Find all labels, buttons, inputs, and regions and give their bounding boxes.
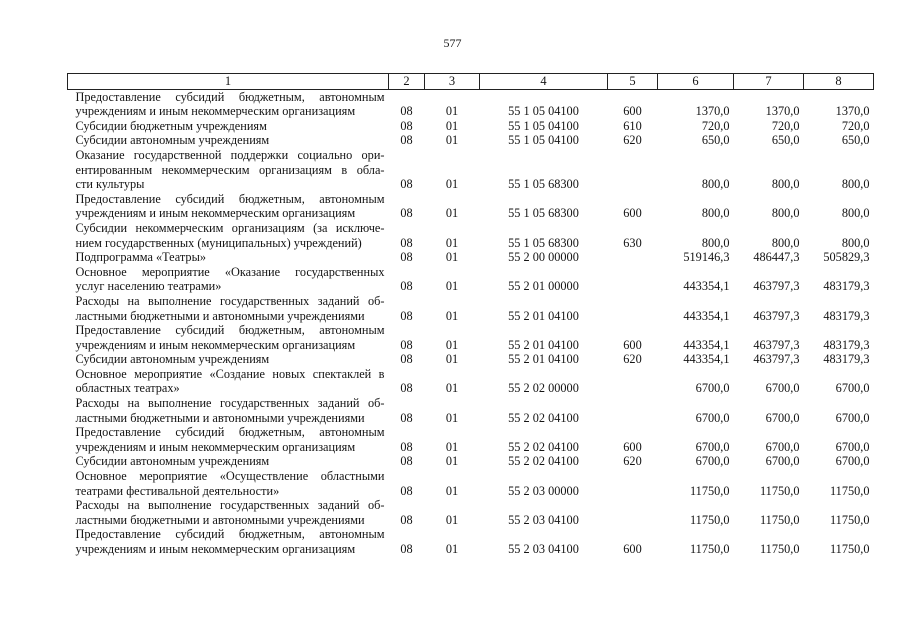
expense-type-code: 620 xyxy=(623,352,642,367)
row-name-line: учреждениям и иным некоммерческим организациям xyxy=(75,439,356,454)
row-name-line: Подпрограмма «Театры» xyxy=(75,250,206,265)
expense-type-code: 600 xyxy=(623,337,642,352)
section-code: 08 xyxy=(400,542,413,556)
row-name xyxy=(68,265,389,294)
amount-year-2: 463797,3 xyxy=(753,279,800,294)
row-name-line: нием государственных (муниципальных) учреждений) xyxy=(75,235,362,250)
row-name-line: Субсидии некоммерческим организациям (за исключе- xyxy=(75,220,385,235)
subsection-code: 01 xyxy=(445,133,459,148)
amount-year-2: 463797,3 xyxy=(753,308,800,323)
amount-year-3: 6700,0 xyxy=(835,410,870,425)
row-name xyxy=(68,323,389,352)
row-name-line: ластными бюджетными и автономными учреждениями xyxy=(75,308,365,323)
amount-year-1: 443354,1 xyxy=(683,308,730,323)
row-name-line: учреждениям и иным некоммерческим организациям xyxy=(75,104,356,119)
row-name xyxy=(68,221,389,250)
subsection-code: 01 xyxy=(445,337,459,352)
row-name-line: Субсидии автономным учреждениям xyxy=(75,352,270,367)
target-article-code: 55 2 02 00000 xyxy=(508,381,579,396)
target-article-code: 55 1 05 68300 xyxy=(508,177,579,192)
section-code: 08 xyxy=(400,177,413,192)
table-row xyxy=(68,89,874,119)
amount-year-1: 800,0 xyxy=(701,235,730,250)
amount-year-3: 6700,0 xyxy=(835,439,870,454)
table-row xyxy=(68,454,874,469)
target-article-code: 55 2 02 04100 xyxy=(508,454,579,469)
row-name-line: Предоставление субсидий бюджетным, автономным xyxy=(75,527,385,542)
amount-year-3: 483179,3 xyxy=(823,279,870,294)
table-row xyxy=(68,148,874,192)
subsection-code: 01 xyxy=(445,279,459,294)
row-name-line: сти культуры xyxy=(75,177,145,192)
table-row xyxy=(68,221,874,250)
section-code: 08 xyxy=(400,410,413,425)
table-body xyxy=(68,89,874,557)
row-name-line: ентированным некоммерческим организациям в обла- xyxy=(75,162,385,177)
amount-year-2: 650,0 xyxy=(771,133,800,148)
row-name-line: Предоставление субсидий бюджетным, автономным xyxy=(75,323,385,338)
table-row xyxy=(68,352,874,367)
section-code: 08 xyxy=(400,104,413,119)
subsection-code: 01 xyxy=(445,454,459,469)
row-name-line: Расходы на выполнение государственных заданий об- xyxy=(75,498,385,513)
header-col-1: 1 xyxy=(68,74,389,90)
amount-year-3: 483179,3 xyxy=(823,308,870,323)
table-row xyxy=(68,469,874,498)
row-name xyxy=(68,425,389,454)
target-article-code: 55 1 05 04100 xyxy=(508,118,579,133)
amount-year-2: 11750,0 xyxy=(759,483,800,498)
target-article-code: 55 2 00 00000 xyxy=(508,250,579,265)
row-name xyxy=(68,454,389,469)
table-row xyxy=(68,367,874,396)
section-code: 08 xyxy=(400,337,413,352)
expense-type-code: 600 xyxy=(623,439,642,454)
target-article-code: 55 1 05 68300 xyxy=(508,235,579,250)
subsection-code: 01 xyxy=(445,542,459,556)
subsection-code: 01 xyxy=(445,410,459,425)
amount-year-1: 11750,0 xyxy=(689,483,730,498)
amount-year-2: 720,0 xyxy=(771,118,800,133)
amount-year-2: 486447,3 xyxy=(753,250,800,265)
subsection-code: 01 xyxy=(445,250,459,265)
row-name-line: Основное мероприятие «Осуществление областными xyxy=(75,469,385,484)
subsection-code: 01 xyxy=(445,439,459,454)
amount-year-2: 1370,0 xyxy=(765,104,800,119)
amount-year-3: 6700,0 xyxy=(835,381,870,396)
row-name-line: ластными бюджетными и автономными учреждениями xyxy=(75,512,365,527)
expense-type-code: 620 xyxy=(623,454,642,469)
row-name xyxy=(68,396,389,425)
amount-year-1: 443354,1 xyxy=(683,279,730,294)
header-col-5: 5 xyxy=(608,74,658,90)
amount-year-1: 1370,0 xyxy=(695,104,730,119)
table-row xyxy=(68,498,874,527)
table-row xyxy=(68,527,874,556)
table-row xyxy=(68,323,874,352)
amount-year-3: 11750,0 xyxy=(829,512,870,527)
amount-year-2: 11750,0 xyxy=(759,542,800,556)
row-name xyxy=(68,498,389,527)
section-code: 08 xyxy=(400,118,413,133)
amount-year-3: 650,0 xyxy=(841,133,870,148)
section-code: 08 xyxy=(400,133,413,148)
header-col-3: 3 xyxy=(425,74,480,90)
subsection-code: 01 xyxy=(445,308,459,323)
header-col-6: 6 xyxy=(658,74,734,90)
amount-year-3: 800,0 xyxy=(841,235,870,250)
section-code: 08 xyxy=(400,439,413,454)
row-name-line: Субсидии автономным учреждениям xyxy=(75,133,270,148)
target-article-code: 55 2 02 04100 xyxy=(508,410,579,425)
row-name-line: театрами фестивальной деятельности» xyxy=(75,483,280,498)
amount-year-2: 800,0 xyxy=(771,206,800,221)
section-code: 08 xyxy=(400,250,413,265)
row-name-line: Расходы на выполнение государственных заданий об- xyxy=(75,293,385,308)
section-code: 08 xyxy=(400,206,413,221)
table-row xyxy=(68,192,874,221)
amount-year-1: 11750,0 xyxy=(689,512,730,527)
row-name-line: Основное мероприятие «Создание новых спектаклей в xyxy=(75,366,385,381)
subsection-code: 01 xyxy=(445,483,459,498)
expense-type-code: 630 xyxy=(623,235,642,250)
amount-year-2: 6700,0 xyxy=(765,454,800,469)
amount-year-1: 6700,0 xyxy=(695,454,730,469)
amount-year-1: 443354,1 xyxy=(683,337,730,352)
row-name-line: учреждениям и иным некоммерческим организациям xyxy=(75,337,356,352)
amount-year-3: 800,0 xyxy=(841,177,870,192)
table-row xyxy=(68,133,874,148)
table-row xyxy=(68,425,874,454)
expense-type-code: 620 xyxy=(623,133,642,148)
target-article-code: 55 2 01 00000 xyxy=(508,279,579,294)
section-code: 08 xyxy=(400,454,413,469)
section-code: 08 xyxy=(400,235,413,250)
target-article-code: 55 2 03 04100 xyxy=(508,512,579,527)
row-name xyxy=(68,294,389,323)
target-article-code: 55 1 05 04100 xyxy=(508,104,579,119)
row-name-line: учреждениям и иным некоммерческим организациям xyxy=(75,206,356,221)
subsection-code: 01 xyxy=(445,206,459,221)
expense-type-code xyxy=(608,396,658,425)
amount-year-3: 483179,3 xyxy=(823,337,870,352)
table-row xyxy=(68,250,874,265)
table-row xyxy=(68,396,874,425)
amount-year-2: 11750,0 xyxy=(759,512,800,527)
amount-year-1: 6700,0 xyxy=(695,381,730,396)
amount-year-1: 519146,3 xyxy=(683,250,730,265)
amount-year-1: 443354,1 xyxy=(683,352,730,367)
amount-year-3: 11750,0 xyxy=(829,483,870,498)
subsection-code: 01 xyxy=(445,104,459,119)
row-name-line: Субсидии автономным учреждениям xyxy=(75,454,270,469)
row-name xyxy=(68,352,389,367)
row-name-line: Предоставление субсидий бюджетным, автономным xyxy=(75,425,385,440)
target-article-code: 55 1 05 68300 xyxy=(508,206,579,221)
subsection-code: 01 xyxy=(445,235,459,250)
expense-type-code: 600 xyxy=(623,542,642,556)
section-code: 08 xyxy=(400,512,413,527)
amount-year-1: 800,0 xyxy=(701,177,730,192)
amount-year-3: 720,0 xyxy=(841,118,870,133)
expense-type-code xyxy=(608,498,658,527)
subsection-code: 01 xyxy=(445,118,459,133)
expense-type-code xyxy=(608,367,658,396)
amount-year-2: 463797,3 xyxy=(753,337,800,352)
row-name xyxy=(68,133,389,148)
row-name-line: Предоставление субсидий бюджетным, автономным xyxy=(75,89,385,104)
header-col-4: 4 xyxy=(480,74,608,90)
amount-year-3: 505829,3 xyxy=(823,250,870,265)
amount-year-2: 800,0 xyxy=(771,177,800,192)
row-name-line: Оказание государственной поддержки социально ори- xyxy=(75,147,385,162)
table-header-row xyxy=(68,74,874,90)
table-row xyxy=(68,119,874,134)
amount-year-2: 6700,0 xyxy=(765,410,800,425)
target-article-code: 55 2 03 04100 xyxy=(508,542,579,556)
amount-year-1: 6700,0 xyxy=(695,410,730,425)
subsection-code: 01 xyxy=(445,352,459,367)
target-article-code: 55 2 01 04100 xyxy=(508,337,579,352)
header-col-7: 7 xyxy=(734,74,804,90)
budget-table xyxy=(67,73,874,557)
section-code: 08 xyxy=(400,483,413,498)
page-number: 577 xyxy=(443,36,462,50)
amount-year-3: 6700,0 xyxy=(835,454,870,469)
row-name-line: услуг населению театрами» xyxy=(75,279,222,294)
amount-year-1: 11750,0 xyxy=(689,542,730,556)
header-col-8: 8 xyxy=(804,74,874,90)
subsection-code: 01 xyxy=(445,177,459,192)
section-code: 08 xyxy=(400,308,413,323)
row-name xyxy=(68,250,389,265)
expense-type-code xyxy=(608,294,658,323)
row-name-line: ластными бюджетными и автономными учреждениями xyxy=(75,410,365,425)
section-code: 08 xyxy=(400,279,413,294)
amount-year-1: 800,0 xyxy=(701,206,730,221)
expense-type-code: 600 xyxy=(623,104,642,119)
row-name xyxy=(68,367,389,396)
row-name-line: областных театрах» xyxy=(75,381,180,396)
expense-type-code xyxy=(608,148,658,192)
amount-year-3: 1370,0 xyxy=(835,104,870,119)
target-article-code: 55 2 01 04100 xyxy=(508,352,579,367)
target-article-code: 55 2 01 04100 xyxy=(508,308,579,323)
row-name-line: учреждениям и иным некоммерческим организациям xyxy=(75,542,356,556)
row-name-line: Предоставление субсидий бюджетным, автономным xyxy=(75,191,385,206)
expense-type-code xyxy=(608,469,658,498)
section-code: 08 xyxy=(400,381,413,396)
amount-year-3: 11750,0 xyxy=(829,542,870,556)
row-name xyxy=(68,89,389,119)
amount-year-2: 6700,0 xyxy=(765,439,800,454)
table-row xyxy=(68,265,874,294)
expense-type-code: 600 xyxy=(623,206,642,221)
row-name xyxy=(68,469,389,498)
row-name xyxy=(68,119,389,134)
amount-year-1: 6700,0 xyxy=(695,439,730,454)
amount-year-3: 483179,3 xyxy=(823,352,870,367)
amount-year-1: 650,0 xyxy=(701,133,730,148)
expense-type-code: 610 xyxy=(623,118,642,133)
row-name-line: Основное мероприятие «Оказание государственных xyxy=(75,264,385,279)
amount-year-1: 720,0 xyxy=(701,118,730,133)
amount-year-2: 6700,0 xyxy=(765,381,800,396)
subsection-code: 01 xyxy=(445,512,459,527)
table-row xyxy=(68,294,874,323)
subsection-code: 01 xyxy=(445,381,459,396)
target-article-code: 55 2 03 00000 xyxy=(508,483,579,498)
expense-type-code xyxy=(608,265,658,294)
section-code: 08 xyxy=(400,352,413,367)
amount-year-2: 800,0 xyxy=(771,235,800,250)
row-name-line: Расходы на выполнение государственных заданий об- xyxy=(75,396,385,411)
target-article-code: 55 1 05 04100 xyxy=(508,133,579,148)
target-article-code: 55 2 02 04100 xyxy=(508,439,579,454)
row-name-line: Субсидии бюджетным учреждениям xyxy=(75,118,267,133)
amount-year-2: 463797,3 xyxy=(753,352,800,367)
row-name xyxy=(68,527,389,556)
header-col-2: 2 xyxy=(389,74,425,90)
row-name xyxy=(68,192,389,221)
amount-year-3: 800,0 xyxy=(841,206,870,221)
row-name xyxy=(68,148,389,192)
expense-type-code xyxy=(608,250,658,265)
